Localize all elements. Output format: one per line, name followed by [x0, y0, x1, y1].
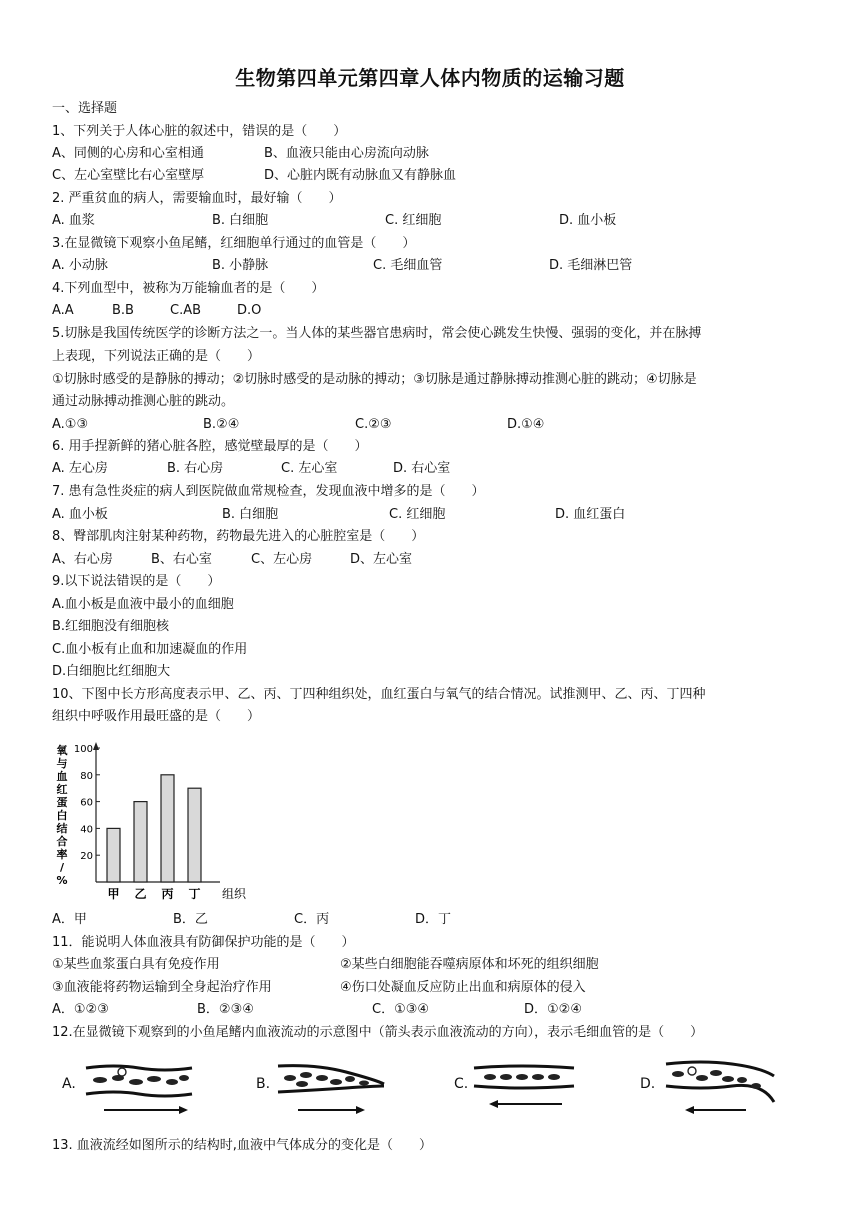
- question-11-stem: 11．能说明人体血液具有防御保护功能的是（ ）: [52, 935, 355, 950]
- chart-ylabel-char: 氧: [56, 744, 68, 757]
- q2-option-c: C. 红细胞: [385, 213, 442, 228]
- chart-ylabel-char: 红: [56, 783, 68, 796]
- q9-option-b: B.红细胞没有细胞核: [52, 619, 170, 634]
- q11-statement-4: ④伤口处凝血反应防止出血和病原体的侵入: [340, 980, 586, 995]
- y-tick-label: 100: [73, 744, 93, 755]
- chart-ylabel-char: 结: [56, 822, 68, 835]
- q8-option-d: D、左心室: [350, 552, 413, 567]
- q11-option-d: D．①②④: [524, 1002, 582, 1017]
- q8-option-b: B、右心室: [151, 552, 212, 567]
- q10-option-d: D．丁: [415, 912, 452, 927]
- page-title: 生物第四单元第四章人体内物质的运输习题: [235, 66, 625, 90]
- q2-option-d: D. 血小板: [559, 213, 617, 228]
- q8-option-c: C、左心房: [251, 552, 313, 567]
- q6-option-d: D. 右心室: [393, 461, 451, 476]
- q5-option-a: A.①③: [52, 417, 89, 432]
- x-category-label: 丁: [188, 887, 201, 901]
- y-tick-label: 40: [80, 824, 93, 836]
- q9-option-a: A.血小板是血液中最小的血细胞: [52, 597, 234, 612]
- q7-option-b: B. 白细胞: [222, 507, 279, 522]
- question-10-stem-line1: 10、下图中长方形高度表示甲、乙、丙、丁四种组织处，血红蛋白与氧气的结合情况。试推测甲、乙、丙、丁四种: [52, 687, 706, 702]
- q12-figure-c-label: C.: [454, 1076, 469, 1092]
- question-2-stem: 2. 严重贫血的病人，需要输血时，最好输（ ）: [52, 191, 342, 206]
- bar-2: [134, 802, 147, 882]
- q11-statement-3: ③血液能将药物运输到全身起治疗作用: [52, 980, 272, 995]
- question-5-statements-line2: 通过动脉搏动推测心脏的跳动。: [52, 394, 235, 409]
- q11-option-c: C．①③④: [372, 1002, 430, 1017]
- q9-option-c: C.血小板有止血和加速凝血的作用: [52, 642, 248, 657]
- q3-option-a: A. 小动脉: [52, 258, 108, 273]
- q10-option-c: C．丙: [294, 912, 330, 927]
- q4-option-a: A.A: [52, 303, 74, 318]
- q6-option-a: A. 左心房: [52, 461, 108, 476]
- y-axis-arrow: [93, 742, 99, 750]
- q6-option-b: B. 右心房: [167, 461, 224, 476]
- q5-option-d: D.①④: [507, 417, 545, 432]
- question-12-stem: 12.在显微镜下观察到的小鱼尾鳍内血液流动的示意图中（箭头表示血液流动的方向），表示毛细血管的是（ ）: [52, 1025, 704, 1040]
- chart-ylabel-char: 合: [56, 835, 68, 848]
- chart-ylabel-char: 血: [56, 770, 68, 783]
- question-13-stem: 13. 血液流经如图所示的结构时,血液中气体成分的变化是（ ）: [52, 1138, 432, 1153]
- q4-option-d: D.O: [237, 303, 262, 318]
- q10-option-a: A．甲: [52, 912, 87, 927]
- question-6-stem: 6. 用手捏新鲜的猪心脏各腔，感觉壁最厚的是（ ）: [52, 439, 368, 454]
- q10-option-b: B．乙: [173, 912, 208, 927]
- q4-option-c: C.AB: [170, 303, 202, 318]
- q2-option-b: B. 白细胞: [212, 213, 269, 228]
- q8-option-a: A、右心房: [52, 552, 113, 567]
- q3-option-c: C. 毛细血管: [373, 258, 443, 273]
- question-4-stem: 4.下列血型中，被称为万能输血者的是（ ）: [52, 281, 325, 296]
- q12-figure-d: [662, 1056, 778, 1120]
- q1-option-d: D、心脏内既有动脉血又有静脉血: [264, 168, 457, 183]
- q11-option-a: A．①②③: [52, 1002, 109, 1017]
- q12-figure-a: [84, 1058, 194, 1118]
- bar-chart: [52, 738, 262, 906]
- q4-option-b: B.B: [112, 303, 134, 318]
- q3-option-b: B. 小静脉: [212, 258, 269, 273]
- question-1-stem: 1、下列关于人体心脏的叙述中，错误的是（ ）: [52, 124, 347, 139]
- q7-option-d: D. 血红蛋白: [555, 507, 626, 522]
- q11-statement-1: ①某些血浆蛋白具有免疫作用: [52, 957, 220, 972]
- question-7-stem: 7. 患有急性炎症的病人到医院做血常规检查，发现血液中增多的是（ ）: [52, 484, 485, 499]
- q7-option-c: C. 红细胞: [389, 507, 446, 522]
- question-9-stem: 9.以下说法错误的是（ ）: [52, 574, 221, 589]
- q1-option-c: C、左心室壁比右心室壁厚: [52, 168, 205, 183]
- q11-option-b: B．②③④: [197, 1002, 254, 1017]
- y-tick-label: 20: [80, 851, 93, 863]
- chart-ylabel-char: 与: [56, 757, 68, 770]
- q3-option-d: D. 毛细淋巴管: [549, 258, 633, 273]
- y-tick-label: 80: [80, 770, 93, 782]
- q7-option-a: A. 血小板: [52, 507, 108, 522]
- question-8-stem: 8、臀部肌肉注射某种药物，药物最先进入的心脏腔室是（ ）: [52, 529, 425, 544]
- question-10-stem-line2: 组织中呼吸作用最旺盛的是（ ）: [52, 709, 261, 724]
- x-category-label: 丙: [161, 887, 174, 901]
- bar-4: [188, 788, 201, 882]
- x-category-label: 甲: [107, 887, 120, 901]
- q12-figure-b-label: B.: [256, 1076, 271, 1092]
- chart-xlabel: 组织: [222, 887, 247, 901]
- chart-ylabel-char: 白: [56, 809, 68, 822]
- chart-ylabel-char: 蛋: [56, 796, 68, 809]
- chart-ylabel: [56, 743, 68, 887]
- section-heading: 一、选择题: [52, 101, 118, 116]
- bar-3: [161, 775, 174, 882]
- chart-ylabel-char: 率: [56, 848, 68, 861]
- question-5-stem-line2: 上表现，下列说法正确的是（ ）: [52, 349, 261, 364]
- q1-option-a: A、同侧的心房和心室相通: [52, 146, 204, 161]
- q12-figure-b: [276, 1058, 386, 1118]
- bar-1: [107, 828, 120, 882]
- y-tick-label: 60: [80, 797, 93, 809]
- q6-option-c: C. 左心室: [281, 461, 338, 476]
- chart-ylabel-char: /: [59, 861, 65, 874]
- x-category-label: 乙: [134, 887, 147, 901]
- q12-figure-d-label: D.: [640, 1076, 656, 1092]
- chart-ylabel-char: %: [56, 874, 68, 887]
- question-3-stem: 3.在显微镜下观察小鱼尾鳍，红细胞单行通过的血管是（ ）: [52, 236, 416, 251]
- q12-figure-c: [470, 1058, 580, 1118]
- q9-option-d: D.白细胞比红细胞大: [52, 664, 171, 679]
- q5-option-c: C.②③: [355, 417, 392, 432]
- question-5-stem-line1: 5.切脉是我国传统医学的诊断方法之一。当人体的某些器官患病时，常会使心跳发生快慢、强弱的变化，并在脉搏: [52, 326, 702, 341]
- q11-statement-2: ②某些白细胞能吞噬病原体和坏死的组织细胞: [340, 957, 599, 972]
- q1-option-b: B、血液只能由心房流向动脉: [264, 146, 429, 161]
- question-5-statements-line1: ①切脉时感受的是静脉的搏动；②切脉时感受的是动脉的搏动；③切脉是通过静脉搏动推测心脏的跳动；④切脉是: [52, 372, 697, 387]
- q5-option-b: B.②④: [203, 417, 240, 432]
- q2-option-a: A. 血浆: [52, 213, 95, 228]
- q12-figure-a-label: A.: [62, 1076, 76, 1092]
